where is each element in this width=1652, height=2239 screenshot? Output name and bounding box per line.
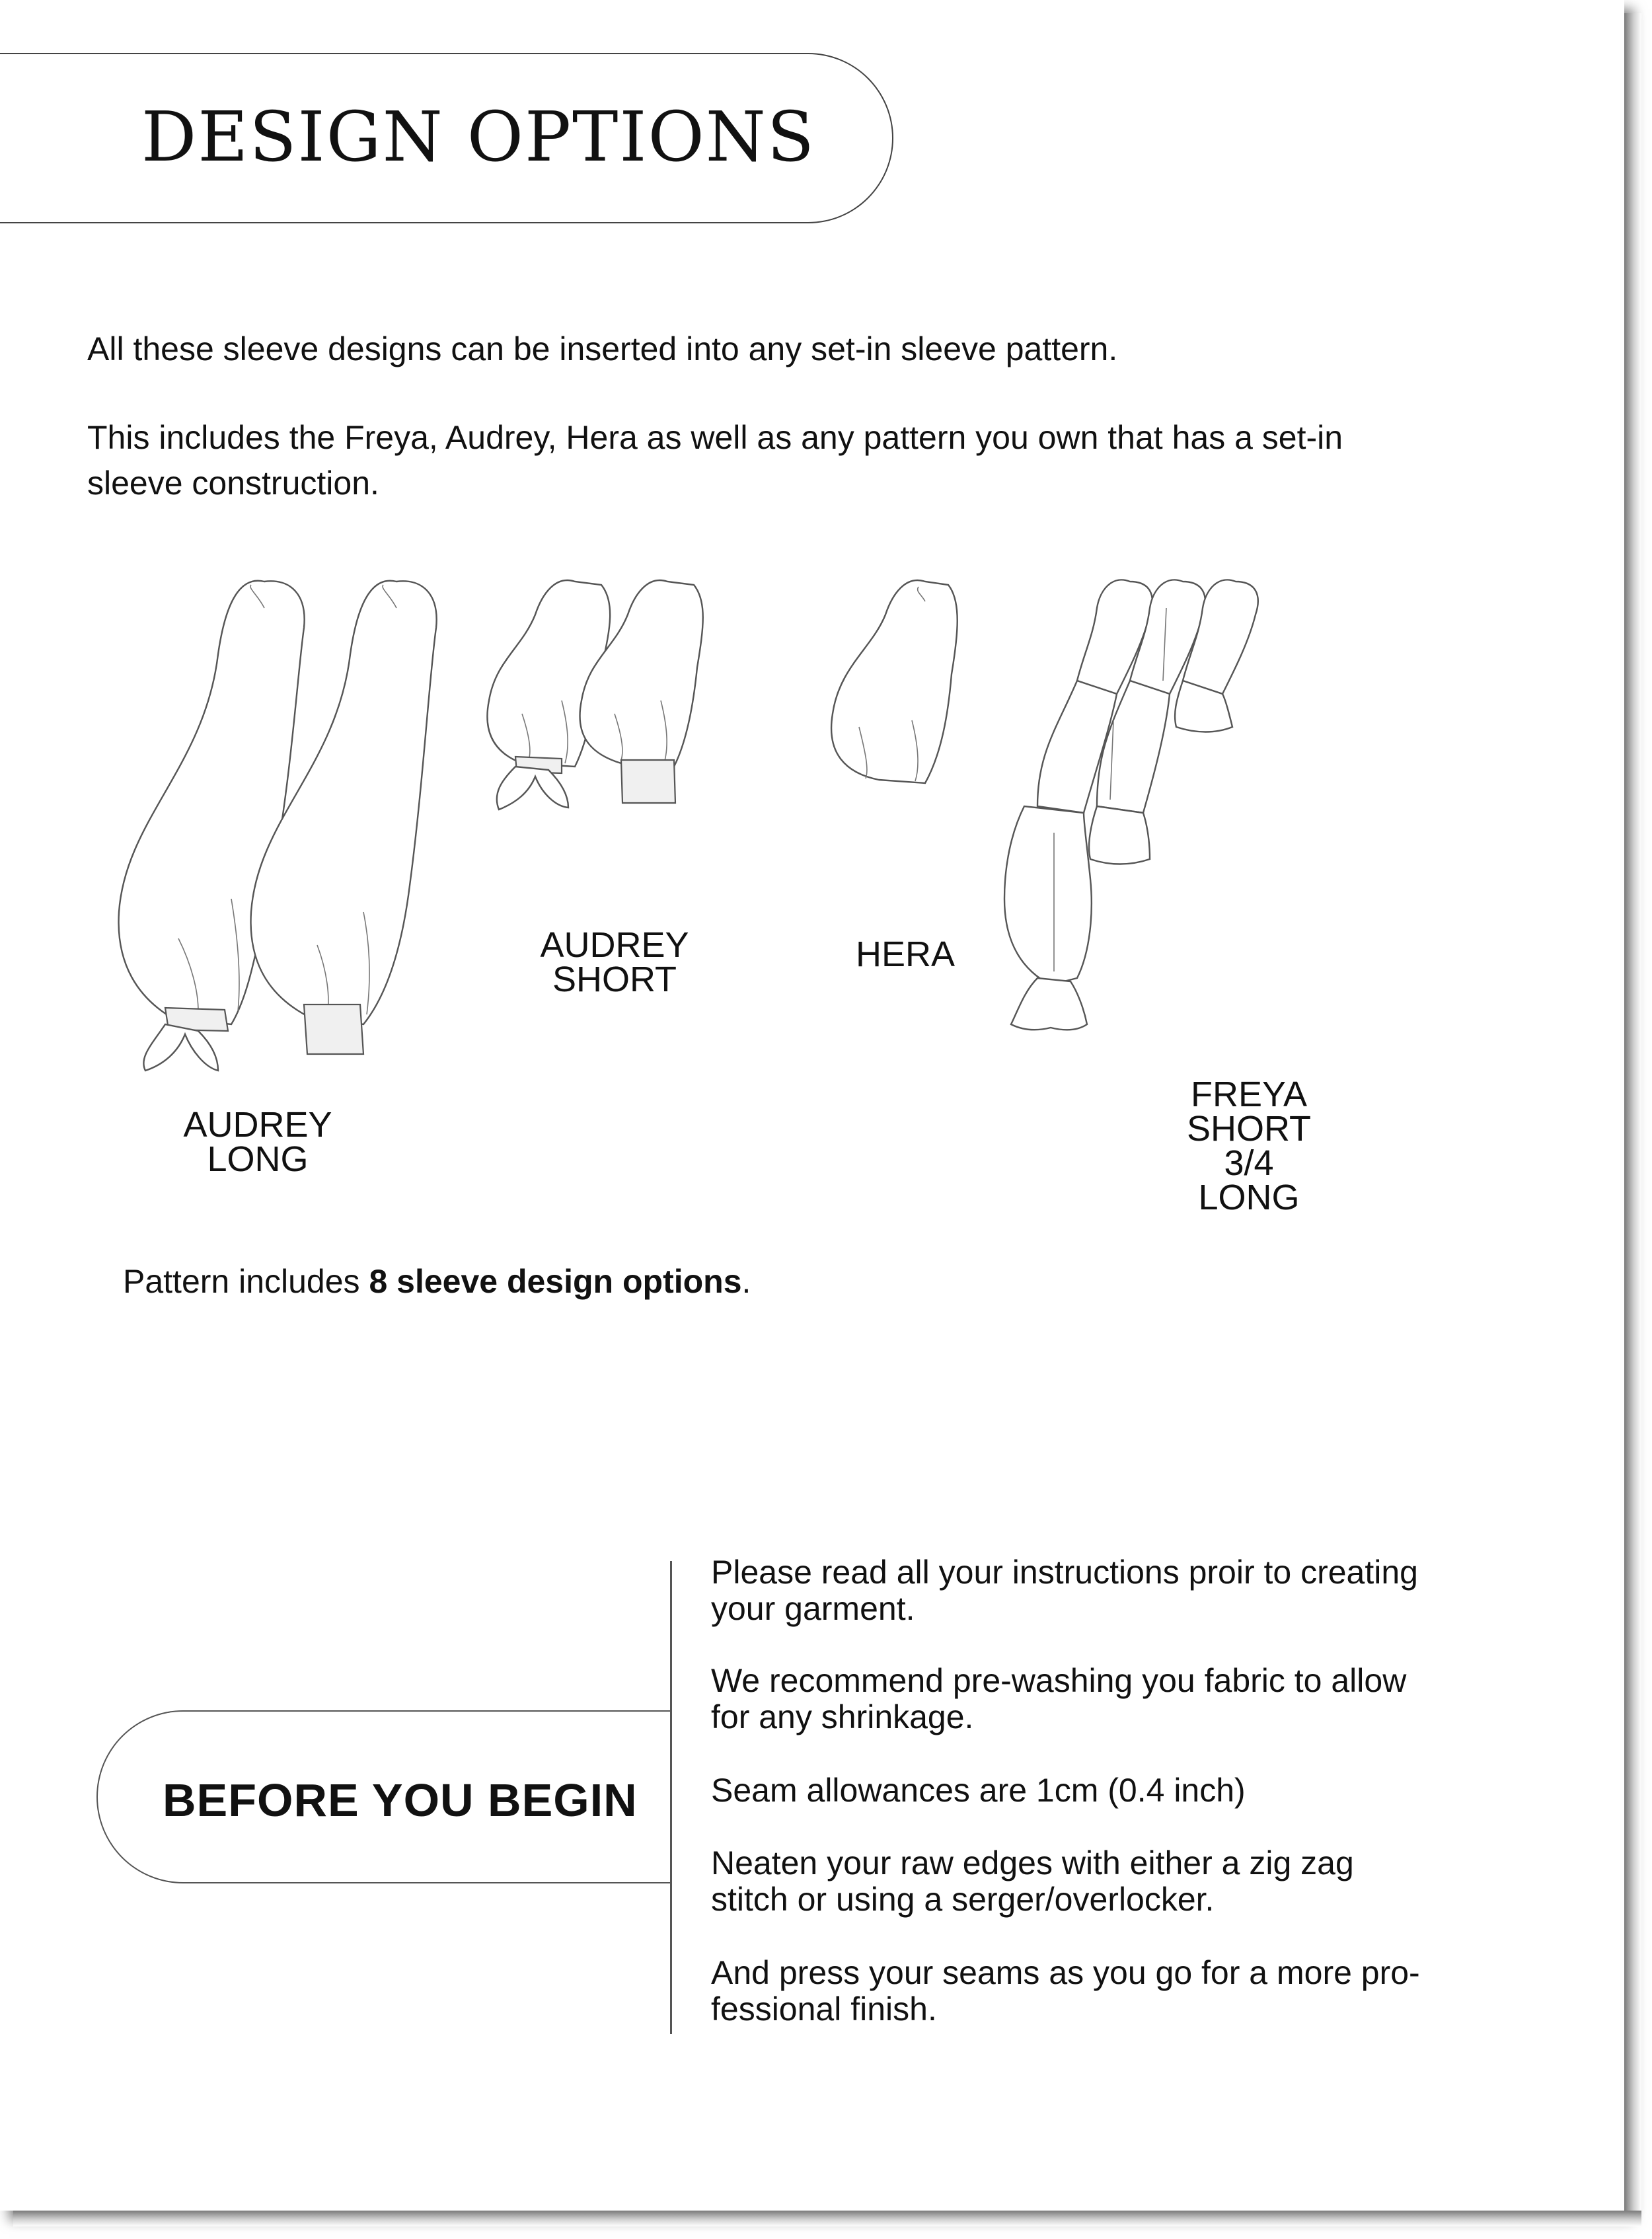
page-title: DESIGN OPTIONS [141,96,815,177]
label-freya-line-3: 3/4 [1224,1143,1274,1183]
label-hera: HERA [855,934,956,974]
list-item-line: stitch or using a serger/overlocker. [711,1881,1215,1918]
page-shadow-bottom [13,2211,1641,2226]
list-item [711,1772,1504,1809]
list-item [711,1845,1504,1918]
intro-paragraph-2-line-2: sleeve construction. [87,465,379,502]
list-item-line: for any shrinkage. [711,1698,974,1735]
label-freya [1143,1077,1355,1215]
label-audrey-short-line-2: SHORT [552,960,677,999]
label-freya-line-1: FREYA [1190,1075,1308,1114]
includes-bold: 8 sleeve design options [369,1263,742,1300]
before-you-begin-title: BEFORE YOU BEGIN [163,1774,638,1826]
list-item [711,1955,1504,2028]
includes-suffix: . [741,1263,751,1300]
label-audrey-long [152,1105,363,1179]
label-audrey-short [515,925,714,999]
vertical-divider [670,1561,672,2034]
audrey-short-sleeve-illustration [487,580,702,810]
pattern-includes-note [123,1262,751,1301]
list-item-line: fessional finish. [711,1991,937,2028]
intro-paragraph-2-line-1: This includes the Freya, Audrey, Hera as well as any pattern you own that has a set-in [87,419,1343,456]
intro-paragraph-1: All these sleeve designs can be inserted into any set-in sleeve pattern. [87,330,1118,367]
label-freya-line-2: SHORT [1186,1109,1312,1149]
list-item [711,1554,1504,1627]
label-audrey-long-line-1: AUDREY [183,1105,332,1145]
includes-prefix: Pattern includes [123,1263,369,1300]
list-item-line: Please read all your instructions proir to creating [711,1554,1418,1591]
label-audrey-short-line-1: AUDREY [540,925,689,965]
label-audrey-long-line-2: LONG [207,1139,309,1179]
label-freya-line-4: LONG [1198,1178,1300,1217]
list-item-line: We recommend pre-washing you fabric to allow [711,1662,1407,1699]
list-item [711,1663,1504,1735]
list-item-line: Neaten your raw edges with either a zig zag [711,1844,1354,1881]
audrey-long-sleeve-illustration [119,581,437,1071]
list-item-line: And press your seams as you go for a more pro- [711,1954,1420,1991]
list-item-line: Seam allowances are 1cm (0.4 inch) [711,1772,1246,1809]
intro-paragraph-2 [87,415,1475,506]
freya-sleeve-illustration [1004,580,1258,1030]
list-item-line: your garment. [711,1590,915,1627]
hera-sleeve-illustration [831,580,957,783]
page-shadow-right [1624,13,1641,2220]
